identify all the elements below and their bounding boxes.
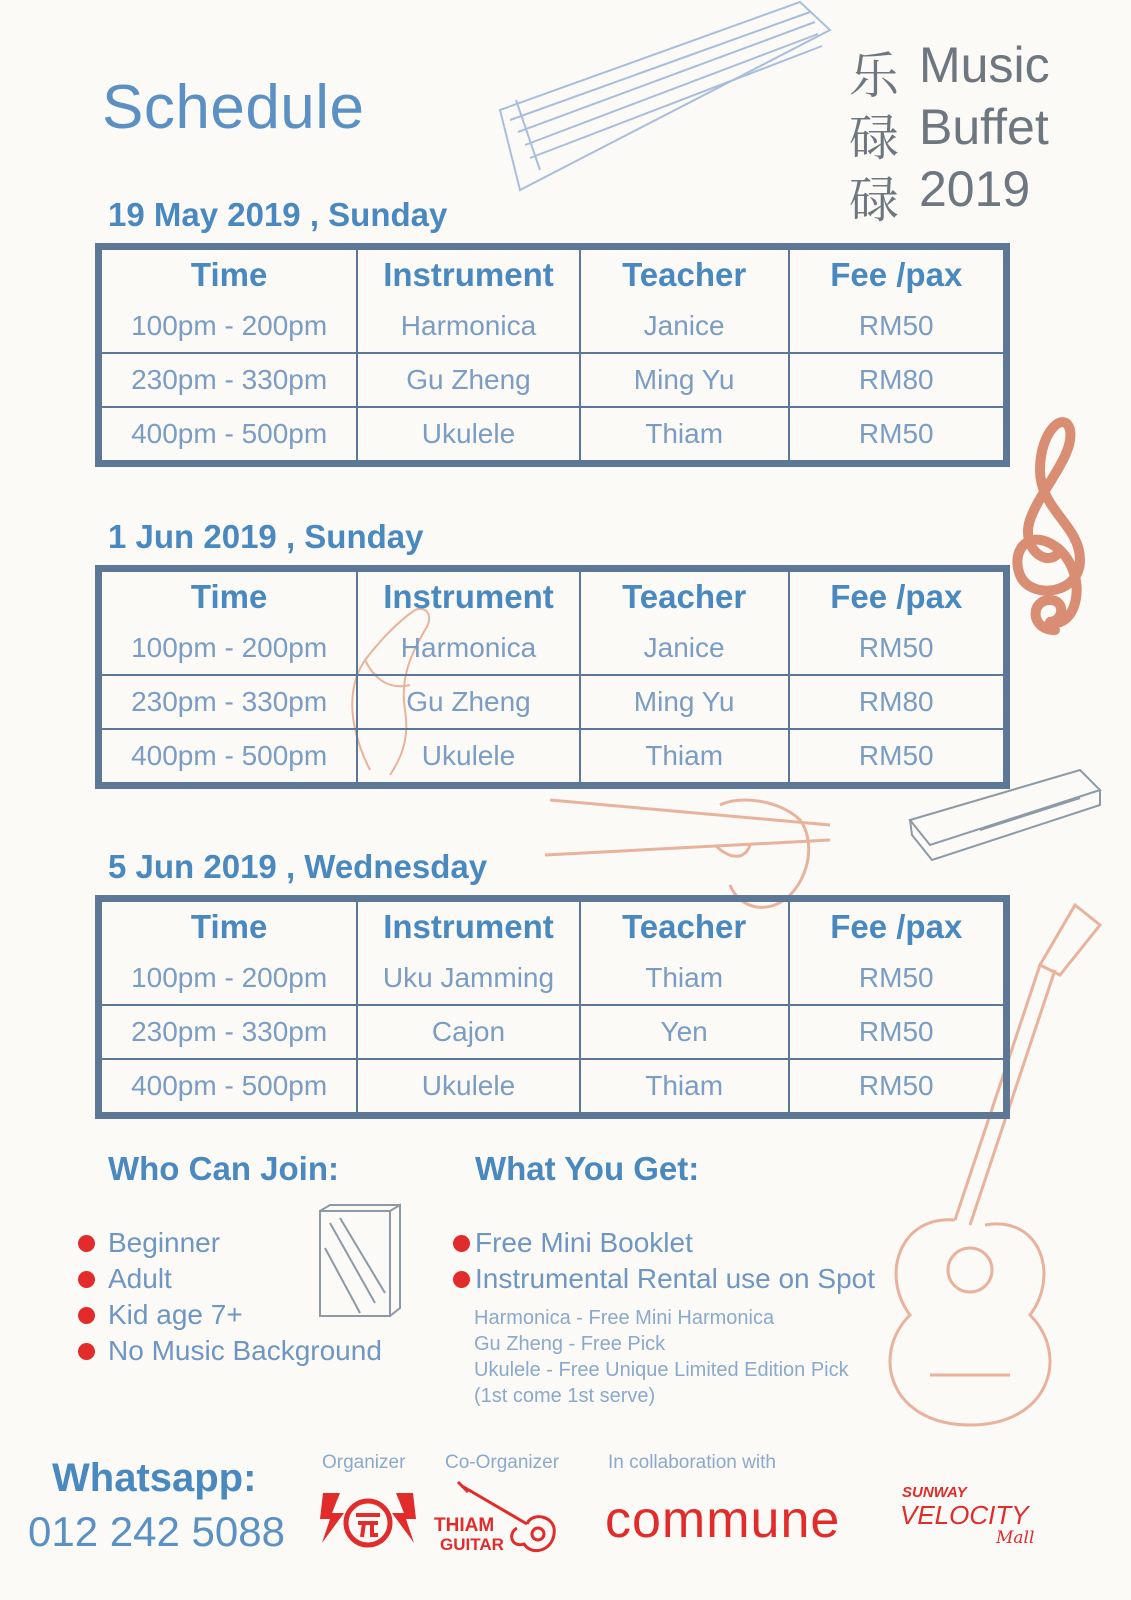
cell-time: 230pm - 330pm [99, 353, 358, 407]
who-can-join-list [78, 1225, 382, 1369]
velocity-text: VELOCITY [900, 1500, 1029, 1530]
commune-logo: commune [605, 1491, 841, 1549]
bullet-dot-icon [453, 1235, 470, 1252]
header-time: Time [99, 899, 358, 953]
list-item [453, 1261, 875, 1297]
cell-instrument: Cajon [357, 1005, 579, 1059]
collaboration-label: In collaboration with [608, 1452, 776, 1473]
header-time: Time [99, 569, 358, 623]
cell-fee: RM50 [789, 622, 1007, 675]
cell-time: 100pm - 200pm [99, 622, 358, 675]
list-item [78, 1333, 382, 1369]
cell-fee: RM80 [789, 675, 1007, 729]
table-header-row [99, 247, 1007, 301]
cell-instrument: Ukulele [357, 729, 579, 786]
cell-instrument: Harmonica [357, 622, 579, 675]
cell-fee: RM50 [789, 952, 1007, 1005]
brand-cn-1: 乐 [849, 47, 899, 105]
cell-teacher: Thiam [580, 1059, 789, 1116]
header-fee: Fee /pax [789, 569, 1007, 623]
what-you-get-heading: What You Get: [475, 1150, 700, 1187]
co-organizer-label: Co-Organizer [445, 1452, 560, 1473]
table-row [99, 1005, 1007, 1059]
header-teacher: Teacher [580, 899, 789, 953]
cell-fee: RM50 [789, 1059, 1007, 1116]
organizer-logo-icon [318, 1485, 418, 1555]
cell-instrument: Harmonica [357, 300, 579, 353]
header-instrument: Instrument [357, 569, 579, 623]
brand-cn-2: 碌 [849, 109, 899, 167]
list-item-label: Kid age 7+ [108, 1299, 243, 1330]
cell-time: 400pm - 500pm [99, 729, 358, 786]
cell-fee: RM50 [789, 1005, 1007, 1059]
header-time: Time [99, 247, 358, 301]
cell-teacher: Ming Yu [580, 353, 789, 407]
session-1-table [95, 243, 1010, 467]
session-1-date: 19 May 2019 , Sunday [108, 196, 448, 233]
bullet-dot-icon [78, 1271, 95, 1288]
table-row [99, 407, 1007, 464]
cell-teacher: Ming Yu [580, 675, 789, 729]
cell-fee: RM80 [789, 353, 1007, 407]
list-item-label: Instrumental Rental use on Spot [475, 1263, 876, 1294]
bullet-dot-icon [78, 1307, 95, 1324]
detail-line: Harmonica - Free Mini Harmonica [474, 1307, 775, 1329]
brand-cn-3: 碌 [849, 171, 899, 229]
cell-instrument: Uku Jamming [357, 952, 579, 1005]
guitar-text: GUITAR [440, 1535, 504, 1554]
who-can-join-heading: Who Can Join: [108, 1150, 339, 1187]
whatsapp-number: 012 242 5088 [28, 1508, 285, 1555]
cell-teacher: Thiam [580, 407, 789, 464]
detail-line: Ukulele - Free Unique Limited Edition Pick [474, 1359, 849, 1381]
table-row [99, 300, 1007, 353]
list-item-label: Free Mini Booklet [475, 1227, 693, 1258]
header-instrument: Instrument [357, 247, 579, 301]
cell-instrument: Gu Zheng [357, 675, 579, 729]
mall-text: Mall [996, 1528, 1035, 1548]
event-brand [849, 36, 1069, 229]
table-row [99, 729, 1007, 786]
table-row [99, 622, 1007, 675]
cell-teacher: Janice [580, 300, 789, 353]
table-row [99, 952, 1007, 1005]
list-item [78, 1261, 382, 1297]
thiam-text: THIAM [434, 1515, 495, 1536]
cell-instrument: Ukulele [357, 407, 579, 464]
organizer-label: Organizer [322, 1452, 406, 1473]
brand-en-1: Music [919, 37, 1050, 93]
cell-time: 100pm - 200pm [99, 300, 358, 353]
brand-en-3: 2019 [919, 161, 1031, 217]
page-title: Schedule [102, 73, 365, 142]
session-2-table [95, 565, 1010, 789]
session-2-date: 1 Jun 2019 , Sunday [108, 518, 424, 555]
cell-time: 400pm - 500pm [99, 1059, 358, 1116]
brand-en-2: Buffet [919, 99, 1049, 155]
table-header-row [99, 899, 1007, 953]
list-item [78, 1297, 382, 1333]
table-row [99, 353, 1007, 407]
bullet-dot-icon [78, 1343, 95, 1360]
header-instrument: Instrument [357, 899, 579, 953]
detail-line: Gu Zheng - Free Pick [474, 1333, 666, 1355]
table-row [99, 1059, 1007, 1116]
treble-clef-icon [1000, 400, 1110, 640]
sunway-velocity-logo [900, 1484, 1050, 1554]
cell-teacher: Janice [580, 622, 789, 675]
cell-teacher: Thiam [580, 729, 789, 786]
table-header-row [99, 569, 1007, 623]
guzheng-illustration-icon [480, 0, 840, 200]
list-item-label: Adult [108, 1263, 172, 1294]
cell-fee: RM50 [789, 729, 1007, 786]
cell-fee: RM50 [789, 300, 1007, 353]
whatsapp-label: Whatsapp: [52, 1456, 257, 1500]
bullet-dot-icon [453, 1271, 470, 1288]
list-item-label: Beginner [108, 1227, 221, 1258]
sunway-text: SUNWAY [902, 1484, 967, 1501]
cell-teacher: Thiam [580, 952, 789, 1005]
header-teacher: Teacher [580, 569, 789, 623]
session-3-date: 5 Jun 2019 , Wednesday [108, 848, 488, 885]
cell-fee: RM50 [789, 407, 1007, 464]
list-item [453, 1225, 875, 1261]
cell-time: 230pm - 330pm [99, 675, 358, 729]
cell-time: 400pm - 500pm [99, 407, 358, 464]
thiam-guitar-logo-icon [432, 1476, 562, 1560]
cell-instrument: Gu Zheng [357, 353, 579, 407]
table-row [99, 675, 1007, 729]
what-you-get-list [453, 1225, 875, 1297]
header-teacher: Teacher [580, 247, 789, 301]
cell-time: 100pm - 200pm [99, 952, 358, 1005]
cell-instrument: Ukulele [357, 1059, 579, 1116]
list-item-label: No Music Background [108, 1335, 382, 1366]
rental-details [474, 1305, 849, 1409]
detail-line: (1st come 1st serve) [474, 1385, 656, 1407]
session-3-table [95, 895, 1010, 1119]
cell-teacher: Yen [580, 1005, 789, 1059]
bullet-dot-icon [78, 1235, 95, 1252]
header-fee: Fee /pax [789, 899, 1007, 953]
cell-time: 230pm - 330pm [99, 1005, 358, 1059]
header-fee: Fee /pax [789, 247, 1007, 301]
list-item [78, 1225, 382, 1261]
